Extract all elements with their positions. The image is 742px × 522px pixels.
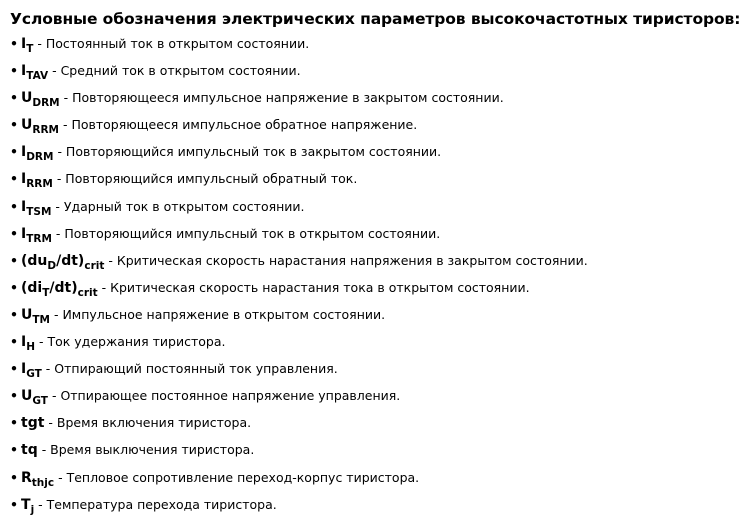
symbol: I — [21, 36, 27, 52]
description: - Время выключения тиристора. — [37, 442, 255, 458]
symbol-subscript: D — [47, 259, 57, 272]
bullet-icon: • — [10, 361, 18, 377]
list-item — [10, 278, 742, 305]
symbol: I — [21, 198, 27, 215]
bullet-icon: • — [10, 225, 18, 241]
description: - Отпирающее постоянное напряжение управления. — [47, 388, 401, 404]
symbol-subscript: T — [26, 43, 34, 55]
description: - Постоянный ток в открытом состоянии. — [33, 36, 310, 51]
symbol: T — [21, 496, 31, 513]
list-item — [10, 251, 742, 278]
symbol-subscript: H — [26, 341, 36, 354]
symbol: I — [21, 171, 27, 188]
symbol: U — [21, 90, 33, 107]
description: - Критическая скорость нарастания напряжения в закрытом состоянии. — [104, 252, 588, 268]
description: - Средний ток в открытом состоянии. — [48, 63, 301, 79]
symbol-subscript: DRM — [32, 97, 60, 110]
symbol: (di — [21, 279, 43, 296]
symbol: (du — [21, 252, 48, 269]
list-item — [10, 224, 742, 251]
bullet-icon: • — [10, 36, 18, 51]
list-item — [10, 413, 742, 440]
bullet-icon: • — [10, 144, 18, 160]
symbol: R — [21, 469, 32, 486]
symbol-subscript: TSM — [26, 205, 52, 218]
bullet-icon: • — [10, 252, 18, 268]
list-item — [10, 468, 742, 495]
description: - Повторяющийся импульсный ток в открытом состоянии. — [51, 225, 441, 241]
symbol: U — [21, 388, 33, 405]
bullet-icon: • — [10, 279, 18, 295]
symbol: I — [21, 63, 27, 80]
symbol-suffix: /dt) — [56, 252, 85, 269]
symbol: tgt — [21, 415, 45, 432]
list-item — [10, 88, 742, 115]
symbol-subscript: TRM — [26, 232, 52, 245]
description: - Повторяющееся импульсное напряжение в закрытом состоянии. — [59, 90, 504, 106]
list-item — [10, 34, 742, 61]
list-item — [10, 495, 742, 522]
description: - Повторяющееся импульсное обратное напряжение. — [59, 117, 418, 133]
list-item — [10, 305, 742, 332]
symbol-suffix: /dt) — [49, 279, 78, 296]
description: - Температура перехода тиристора. — [34, 496, 277, 512]
description: - Критическая скорость нарастания тока в открытом состоянии. — [97, 279, 530, 295]
list-item — [10, 440, 742, 467]
description: - Время включения тиристора. — [44, 415, 252, 431]
bullet-icon: • — [10, 63, 18, 79]
symbol-subscript: TAV — [26, 70, 49, 83]
description: - Ток удержания тиристора. — [35, 334, 226, 350]
symbol-subscript: RRM — [26, 178, 53, 191]
bullet-icon: • — [10, 117, 18, 133]
symbol-subscript: T — [42, 286, 50, 299]
symbol-subscript: GT — [32, 395, 48, 408]
parameter-list — [10, 34, 742, 522]
list-item — [10, 332, 742, 359]
symbol: tq — [21, 442, 38, 459]
symbol: U — [21, 117, 33, 134]
symbol: I — [21, 334, 27, 351]
description: - Отпирающий постоянный ток управления. — [41, 361, 338, 377]
description: - Тепловое сопротивление переход-корпус тиристора. — [54, 469, 420, 485]
list-item — [10, 169, 742, 196]
description: - Импульсное напряжение в открытом состоянии. — [50, 306, 386, 322]
bullet-icon: • — [10, 496, 18, 512]
bullet-icon: • — [10, 388, 18, 404]
list-item — [10, 115, 742, 142]
symbol-subscript: RRM — [32, 124, 59, 137]
list-item — [10, 142, 742, 169]
symbol-subscript: thjc — [31, 476, 55, 489]
bullet-icon: • — [10, 334, 18, 350]
bullet-icon: • — [10, 90, 18, 106]
bullet-icon: • — [10, 415, 18, 431]
symbol-subscript-crit: crit — [84, 259, 105, 272]
bullet-icon: • — [10, 171, 18, 187]
bullet-icon: • — [10, 306, 18, 322]
symbol: I — [21, 225, 27, 242]
symbol: I — [21, 361, 27, 378]
symbol-subscript: TM — [32, 313, 50, 326]
list-item — [10, 386, 742, 413]
symbol-subscript-crit: crit — [77, 286, 98, 299]
symbol-subscript: DRM — [26, 151, 54, 164]
list-item — [10, 359, 742, 386]
description: - Повторяющийся импульсный ток в закрытом состоянии. — [53, 144, 442, 160]
bullet-icon: • — [10, 442, 18, 458]
description: - Повторяющийся импульсный обратный ток. — [52, 171, 358, 187]
symbol-subscript: j — [30, 503, 35, 516]
page-title: Условные обозначения электрических параметров высокочастотных тиристоров: — [10, 10, 741, 28]
list-item — [10, 197, 742, 224]
description: - Ударный ток в открытом состоянии. — [51, 198, 305, 214]
symbol: I — [21, 144, 27, 161]
bullet-icon: • — [10, 469, 18, 485]
symbol: U — [21, 306, 33, 323]
symbol-subscript: GT — [26, 368, 42, 381]
bullet-icon: • — [10, 198, 18, 214]
list-item — [10, 61, 742, 88]
